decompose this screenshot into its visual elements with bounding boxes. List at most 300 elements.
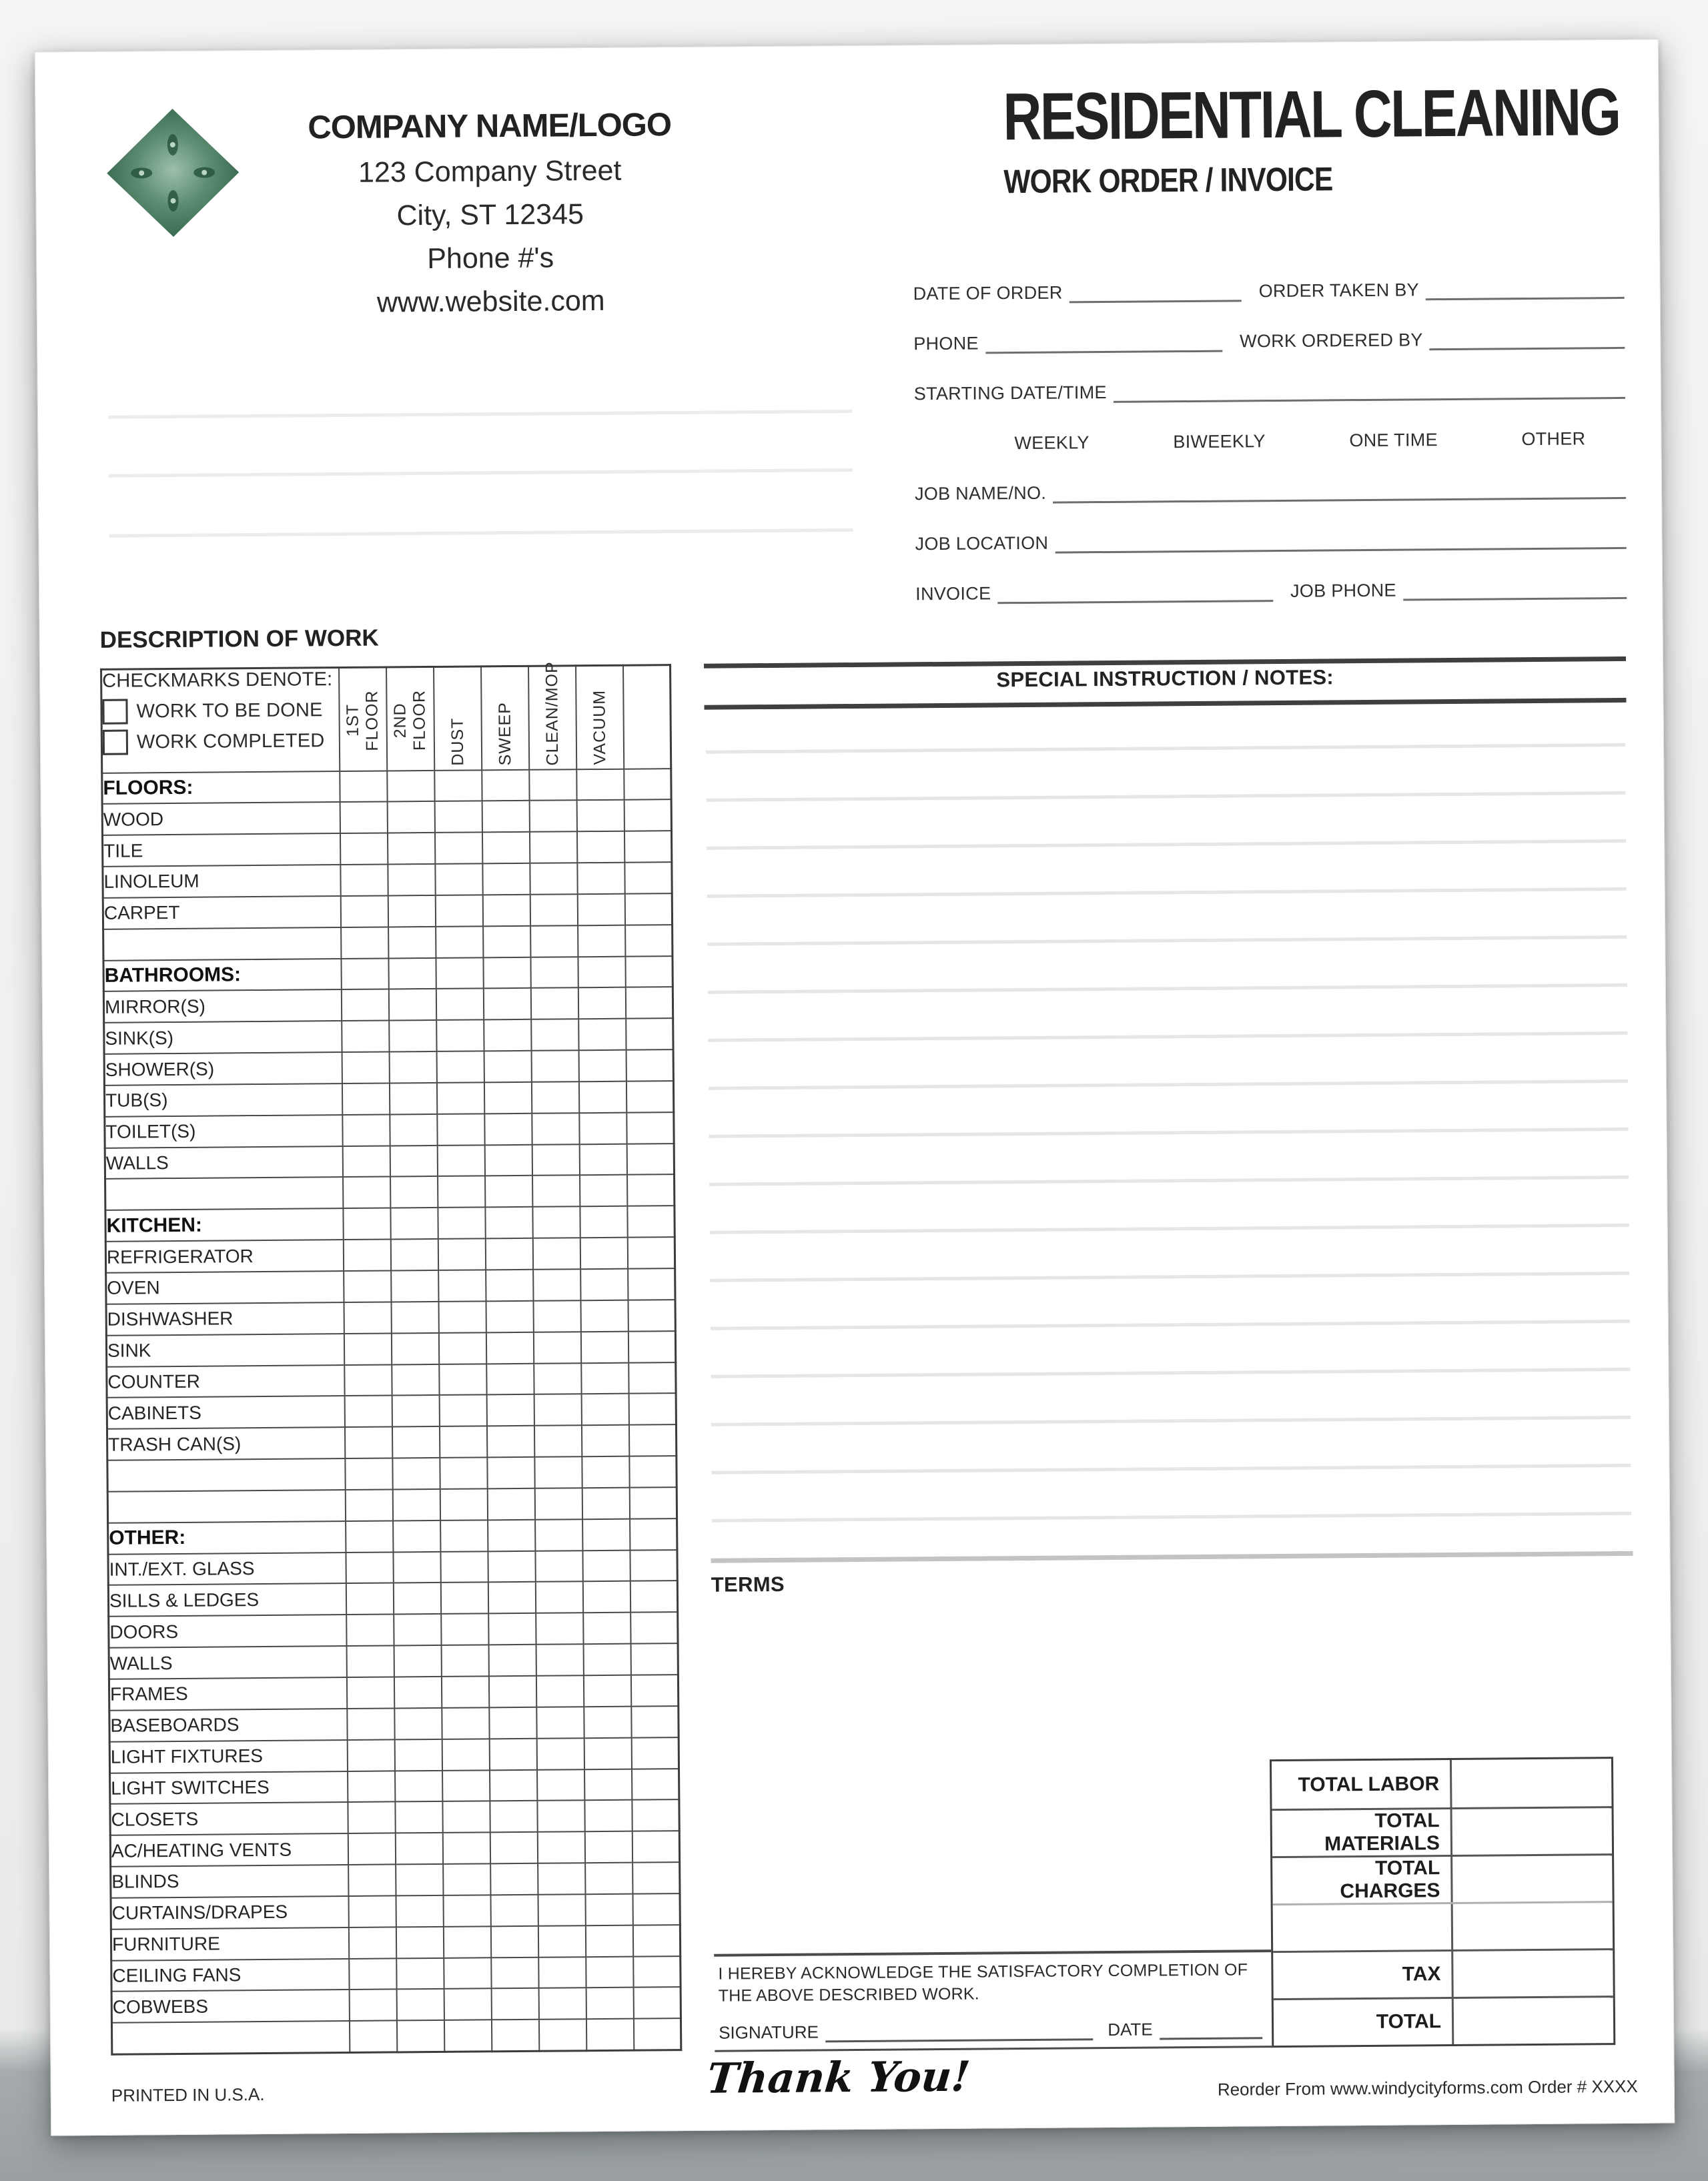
check-cell[interactable] [628,1331,675,1362]
check-cell[interactable] [393,1520,440,1552]
check-cell[interactable] [624,799,671,831]
check-cell[interactable] [396,1957,444,1989]
check-cell[interactable] [633,1987,681,2018]
check-cell[interactable] [534,1394,581,1426]
check-cell[interactable] [392,1426,439,1458]
check-cell[interactable] [440,1583,488,1614]
check-cell[interactable] [584,1737,631,1769]
check-cell[interactable] [344,1302,391,1333]
check-cell[interactable] [343,1240,390,1271]
check-cell[interactable] [631,1737,679,1769]
check-cell[interactable] [490,1801,537,1832]
check-cell[interactable] [533,1332,580,1363]
check-cell[interactable] [576,800,624,831]
order-taken-by-input-line[interactable] [1426,277,1625,300]
check-cell[interactable] [624,893,672,925]
note-write-line[interactable] [710,1272,1629,1282]
check-cell[interactable] [388,957,436,989]
check-cell[interactable] [490,1925,538,1957]
check-cell[interactable] [584,1800,632,1831]
invoice-input-line[interactable] [997,580,1273,604]
check-cell[interactable] [633,2018,681,2050]
check-cell[interactable] [538,1894,585,1925]
check-cell[interactable] [439,1395,486,1426]
check-cell[interactable] [438,1239,485,1270]
check-cell[interactable] [577,863,624,894]
check-cell[interactable] [530,957,578,988]
check-cell[interactable] [441,1614,488,1645]
check-cell[interactable] [578,1050,626,1081]
check-cell[interactable] [396,1895,443,1927]
check-cell[interactable] [442,1801,490,1833]
check-cell[interactable] [482,832,529,863]
check-cell[interactable] [486,1332,533,1363]
check-cell[interactable] [389,1051,436,1083]
note-write-line[interactable] [706,743,1625,754]
check-cell[interactable] [586,1956,633,1988]
check-cell[interactable] [626,1049,673,1081]
check-cell[interactable] [630,1643,678,1675]
check-cell[interactable] [396,1927,443,1958]
check-cell[interactable] [391,1333,438,1364]
check-cell[interactable] [531,1019,578,1051]
check-cell[interactable] [443,1895,490,1926]
check-cell[interactable] [440,1457,487,1488]
check-cell[interactable] [485,1176,532,1207]
check-cell[interactable] [627,1237,675,1268]
check-cell[interactable] [342,1146,390,1177]
check-cell[interactable] [489,1707,536,1739]
check-cell[interactable] [392,1489,440,1520]
check-cell[interactable] [482,801,529,832]
check-cell[interactable] [394,1645,441,1677]
check-cell[interactable] [390,1146,437,1177]
check-cell[interactable] [438,1208,485,1239]
note-write-line[interactable] [707,935,1627,946]
check-cell[interactable] [389,1083,436,1114]
check-cell[interactable] [482,895,530,926]
check-cell[interactable] [394,1677,441,1708]
check-cell[interactable] [583,1613,630,1644]
check-cell[interactable] [348,1864,396,1895]
check-cell[interactable] [626,1018,673,1049]
check-cell[interactable] [392,1364,439,1395]
check-cell[interactable] [344,1427,392,1458]
check-cell[interactable] [536,1644,583,1675]
check-cell[interactable] [535,1582,582,1613]
check-cell[interactable] [343,1177,390,1208]
check-cell[interactable] [630,1581,677,1613]
check-cell[interactable] [390,1208,438,1239]
check-cell[interactable] [488,1613,536,1645]
check-cell[interactable] [531,1050,578,1081]
check-cell[interactable] [486,1363,534,1394]
check-cell[interactable] [395,1770,442,1801]
check-cell[interactable] [482,769,529,801]
check-cell[interactable] [391,1302,438,1333]
check-cell[interactable] [530,863,577,894]
check-cell[interactable] [442,1739,489,1770]
check-cell[interactable] [340,771,387,802]
check-cell[interactable] [349,1958,396,1990]
check-cell[interactable] [586,1988,633,2019]
check-cell[interactable] [488,1551,535,1582]
check-cell[interactable] [487,1488,534,1520]
check-cell[interactable] [538,1988,586,2020]
check-cell[interactable] [440,1520,488,1551]
starting-date-time-input-line[interactable] [1114,377,1625,403]
check-cell[interactable] [624,862,672,893]
check-cell[interactable] [438,1176,485,1208]
check-cell[interactable] [580,1175,627,1206]
check-cell[interactable] [396,2020,444,2052]
check-cell[interactable] [348,1802,395,1833]
note-write-line[interactable] [707,887,1627,898]
check-cell[interactable] [535,1551,582,1582]
check-cell[interactable] [436,1082,484,1114]
check-cell[interactable] [483,988,530,1019]
check-cell[interactable] [346,1677,394,1708]
check-cell[interactable] [484,1019,531,1051]
check-cell[interactable] [443,1926,490,1957]
check-cell[interactable] [626,1112,674,1144]
check-cell[interactable] [485,1207,532,1238]
check-cell[interactable] [626,1081,673,1112]
note-write-line[interactable] [707,791,1626,802]
check-cell[interactable] [486,1301,533,1332]
check-cell[interactable] [491,2020,538,2051]
check-cell[interactable] [344,1333,391,1364]
frequency-option[interactable]: BIWEEKLY [1173,431,1266,452]
check-cell[interactable] [346,1520,393,1552]
check-cell[interactable] [531,1081,578,1113]
check-cell[interactable] [536,1613,583,1645]
check-cell[interactable] [346,1615,394,1646]
check-cell[interactable] [529,769,576,801]
check-cell[interactable] [485,1238,532,1270]
check-cell[interactable] [530,925,578,957]
check-cell[interactable] [436,1051,484,1082]
check-cell[interactable] [624,769,671,800]
note-write-line[interactable] [709,1176,1629,1186]
check-cell[interactable] [578,925,625,956]
check-cell[interactable] [394,1708,442,1739]
check-cell[interactable] [435,895,482,926]
check-cell[interactable] [486,1270,533,1301]
check-cell[interactable] [586,2019,633,2050]
check-cell[interactable] [442,1707,489,1739]
check-cell[interactable] [490,1895,538,1926]
check-cell[interactable] [576,831,624,863]
check-cell[interactable] [345,1489,392,1520]
check-cell[interactable] [581,1394,628,1425]
check-cell[interactable] [583,1675,630,1707]
check-cell[interactable] [632,1799,679,1831]
check-cell[interactable] [345,1458,392,1490]
check-cell[interactable] [341,989,388,1021]
frequency-option[interactable]: WEEKLY [1014,432,1090,454]
note-write-line[interactable] [712,1512,1631,1522]
check-cell[interactable] [483,926,530,957]
totals-amount-cell[interactable] [1453,1903,1613,1949]
check-cell[interactable] [346,1646,394,1677]
customer-write-line[interactable] [109,528,853,538]
note-write-line[interactable] [711,1368,1630,1378]
check-cell[interactable] [538,1863,585,1894]
frequency-option[interactable]: OTHER [1521,428,1586,450]
check-cell[interactable] [626,1144,674,1175]
check-cell[interactable] [387,833,434,864]
check-cell[interactable] [632,1925,680,1956]
check-cell[interactable] [346,1583,393,1615]
check-cell[interactable] [388,927,436,958]
check-cell[interactable] [343,1208,390,1240]
check-cell[interactable] [632,1862,680,1893]
check-cell[interactable] [389,1020,436,1051]
check-cell[interactable] [395,1833,442,1864]
check-cell[interactable] [396,1864,443,1895]
check-cell[interactable] [443,1863,490,1895]
check-cell[interactable] [632,1831,679,1862]
check-cell[interactable] [534,1456,582,1488]
check-cell[interactable] [532,1176,580,1207]
note-write-line[interactable] [712,1464,1631,1474]
check-cell[interactable] [584,1706,631,1737]
check-cell[interactable] [627,1206,675,1237]
check-cell[interactable] [628,1424,676,1456]
check-cell[interactable] [579,1112,626,1144]
check-cell[interactable] [349,1990,396,2021]
check-cell[interactable] [346,1552,393,1583]
check-cell[interactable] [581,1425,628,1456]
check-cell[interactable] [579,1144,626,1175]
check-cell[interactable] [442,1770,490,1801]
check-cell[interactable] [533,1300,580,1332]
check-cell[interactable] [491,1957,538,1988]
check-cell[interactable] [488,1645,536,1676]
check-cell[interactable] [392,1458,440,1489]
check-cell[interactable] [529,801,576,832]
check-cell[interactable] [342,1021,389,1052]
check-cell[interactable] [436,926,483,957]
check-cell[interactable] [340,833,387,865]
check-cell[interactable] [484,1082,531,1114]
note-write-line[interactable] [707,839,1626,850]
check-cell[interactable] [393,1551,440,1583]
frequency-option[interactable]: ONE TIME [1349,430,1438,451]
check-cell[interactable] [628,1362,676,1394]
totals-amount-cell[interactable] [1454,1998,1614,2044]
check-cell[interactable] [488,1582,535,1613]
phone-input-line[interactable] [985,330,1223,354]
check-cell[interactable] [444,2020,491,2052]
check-cell[interactable] [487,1457,534,1488]
check-cell[interactable] [628,1393,676,1424]
check-cell[interactable] [536,1675,583,1707]
date-of-order-input-line[interactable] [1069,280,1241,303]
check-cell[interactable] [584,1831,632,1863]
check-cell[interactable] [439,1426,486,1458]
check-cell[interactable] [537,1769,584,1801]
check-cell[interactable] [584,1769,632,1800]
check-cell[interactable] [536,1707,584,1738]
check-cell[interactable] [628,1300,675,1331]
signature-input-line[interactable] [825,2021,1094,2042]
check-cell[interactable] [441,1676,488,1707]
check-cell[interactable] [532,1238,580,1269]
check-cell[interactable] [625,956,673,987]
check-cell[interactable] [393,1583,440,1614]
check-cell[interactable] [534,1425,581,1456]
job-name-no-input-line[interactable] [1053,477,1626,504]
check-cell[interactable] [388,864,435,895]
check-cell[interactable] [628,1268,675,1300]
totals-amount-cell[interactable] [1452,1808,1613,1855]
check-cell[interactable] [347,1739,394,1771]
check-cell[interactable] [490,1769,537,1801]
note-write-line[interactable] [710,1224,1629,1234]
check-cell[interactable] [630,1612,678,1643]
check-cell[interactable] [632,1769,679,1800]
check-cell[interactable] [390,1176,438,1208]
check-cell[interactable] [394,1614,441,1645]
check-cell[interactable] [581,1362,628,1394]
check-cell[interactable] [532,1144,579,1176]
check-cell[interactable] [387,801,434,833]
check-cell[interactable] [537,1831,584,1863]
check-cell[interactable] [340,865,388,896]
check-cell[interactable] [340,895,388,927]
check-cell[interactable] [438,1270,486,1301]
check-cell[interactable] [436,989,483,1020]
check-cell[interactable] [625,925,673,956]
check-cell[interactable] [348,1771,395,1802]
check-cell[interactable] [627,1175,675,1206]
check-cell[interactable] [440,1551,488,1583]
check-cell[interactable] [438,1301,486,1332]
check-cell[interactable] [436,957,483,989]
check-cell[interactable] [576,769,624,800]
check-cell[interactable] [629,1456,677,1487]
check-cell[interactable] [629,1487,677,1518]
check-cell[interactable] [342,1083,389,1114]
check-cell[interactable] [580,1300,628,1332]
check-cell[interactable] [348,1927,396,1958]
check-cell[interactable] [632,1893,680,1925]
totals-amount-cell[interactable] [1452,1855,1613,1902]
check-cell[interactable] [624,831,671,862]
check-cell[interactable] [533,1269,580,1300]
totals-amount-cell[interactable] [1453,1950,1613,1997]
check-cell[interactable] [434,833,482,864]
check-cell[interactable] [630,1518,677,1550]
check-cell[interactable] [348,1833,395,1865]
check-cell[interactable] [489,1738,536,1769]
check-cell[interactable] [580,1331,628,1362]
job-phone-input-line[interactable] [1403,577,1627,601]
check-cell[interactable] [537,1801,584,1832]
check-cell[interactable] [488,1520,535,1551]
check-cell[interactable] [532,1207,580,1238]
check-cell[interactable] [348,1895,396,1927]
check-cell[interactable] [395,1801,442,1833]
check-cell[interactable] [585,1894,632,1925]
check-cell[interactable] [486,1426,534,1457]
check-cell[interactable] [396,1989,444,2020]
note-write-line[interactable] [709,1128,1629,1138]
customer-write-line[interactable] [109,468,853,478]
check-cell[interactable] [580,1238,627,1269]
check-cell[interactable] [482,863,530,895]
note-write-line[interactable] [708,1031,1627,1042]
check-cell[interactable] [625,987,673,1019]
check-cell[interactable] [434,801,482,833]
note-write-line[interactable] [709,1079,1628,1090]
check-cell[interactable] [484,1114,532,1145]
check-cell[interactable] [534,1488,582,1519]
check-cell[interactable] [388,895,435,927]
check-cell[interactable] [538,1957,586,1988]
check-cell[interactable] [388,989,436,1020]
check-cell[interactable] [631,1706,679,1737]
check-cell[interactable] [442,1833,490,1864]
totals-amount-cell[interactable] [1452,1759,1612,1807]
check-cell[interactable] [434,770,482,801]
check-cell[interactable] [578,987,625,1019]
job-location-input-line[interactable] [1055,527,1627,554]
note-write-line[interactable] [711,1320,1630,1330]
check-cell[interactable] [536,1738,584,1769]
check-cell[interactable] [538,2019,586,2050]
check-cell[interactable] [583,1644,630,1675]
check-cell[interactable] [441,1645,488,1676]
check-cell[interactable] [392,1395,439,1426]
check-cell[interactable] [394,1739,442,1771]
check-cell[interactable] [344,1270,391,1302]
check-cell[interactable] [630,1675,678,1706]
check-cell[interactable] [340,802,387,833]
check-cell[interactable] [341,958,388,989]
check-cell[interactable] [444,1989,491,2020]
check-cell[interactable] [578,956,625,987]
check-cell[interactable] [436,1020,484,1051]
check-cell[interactable] [342,1114,390,1146]
check-cell[interactable] [585,1925,632,1956]
check-cell[interactable] [491,1988,538,2020]
check-cell[interactable] [630,1550,677,1581]
check-cell[interactable] [341,927,388,958]
check-cell[interactable] [538,1925,585,1957]
check-cell[interactable] [438,1332,486,1364]
check-cell[interactable] [582,1456,629,1488]
check-cell[interactable] [578,1081,626,1113]
check-cell[interactable] [582,1518,630,1550]
customer-write-line[interactable] [108,410,852,419]
check-cell[interactable] [484,1144,532,1176]
check-cell[interactable] [390,1239,438,1270]
check-cell[interactable] [578,1019,626,1050]
check-cell[interactable] [577,894,624,925]
check-cell[interactable] [580,1206,627,1238]
check-cell[interactable] [530,894,577,925]
check-cell[interactable] [530,988,578,1019]
check-cell[interactable] [342,1052,389,1083]
check-cell[interactable] [488,1676,536,1707]
check-cell[interactable] [440,1488,487,1520]
check-cell[interactable] [347,1708,394,1739]
check-cell[interactable] [484,1051,531,1082]
check-cell[interactable] [437,1114,484,1145]
